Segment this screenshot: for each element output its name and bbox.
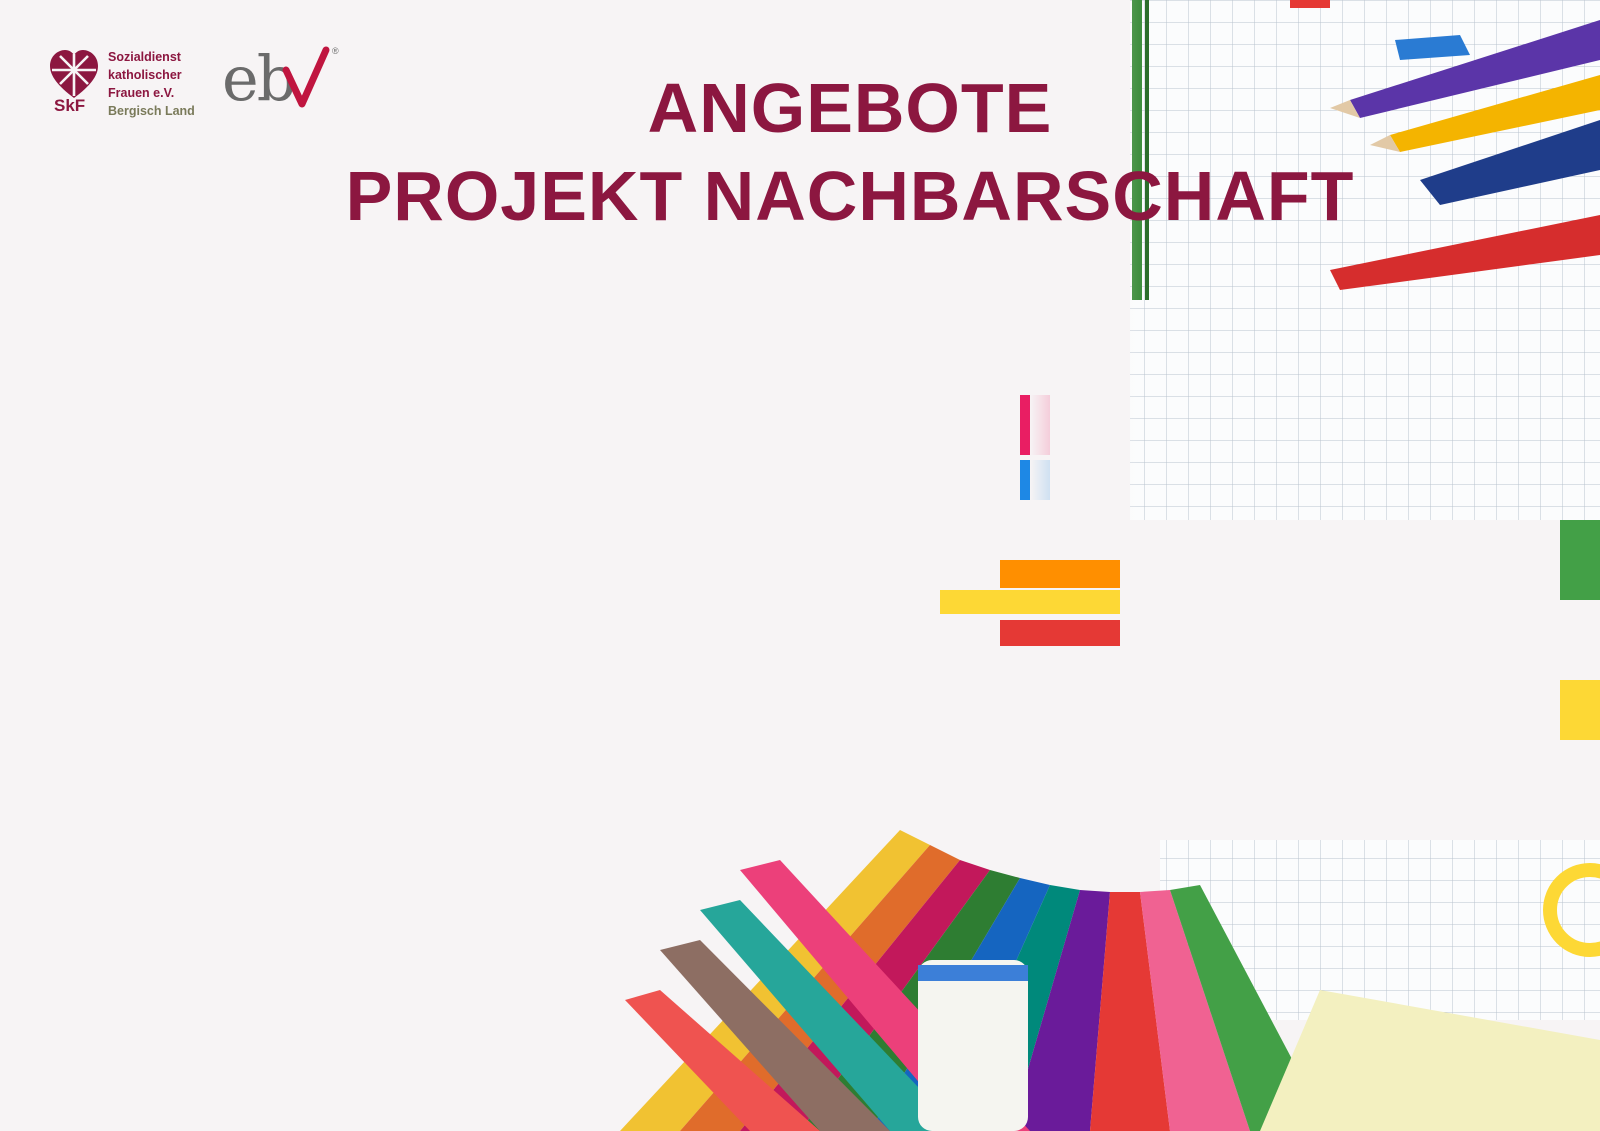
skf-logo bbox=[48, 46, 198, 121]
page-title-line-1: ANGEBOTE bbox=[647, 69, 1053, 147]
ebv-wordmark: eb bbox=[222, 42, 295, 115]
svg-text:®: ® bbox=[332, 46, 339, 56]
skf-organization-name: Sozialdienst katholischer Frauen e.V. Bergisch Land bbox=[108, 50, 195, 118]
skf-abbreviation: SkF bbox=[54, 96, 86, 115]
page-title-line-2: PROJEKT NACHBARSCHAFT bbox=[345, 157, 1355, 235]
